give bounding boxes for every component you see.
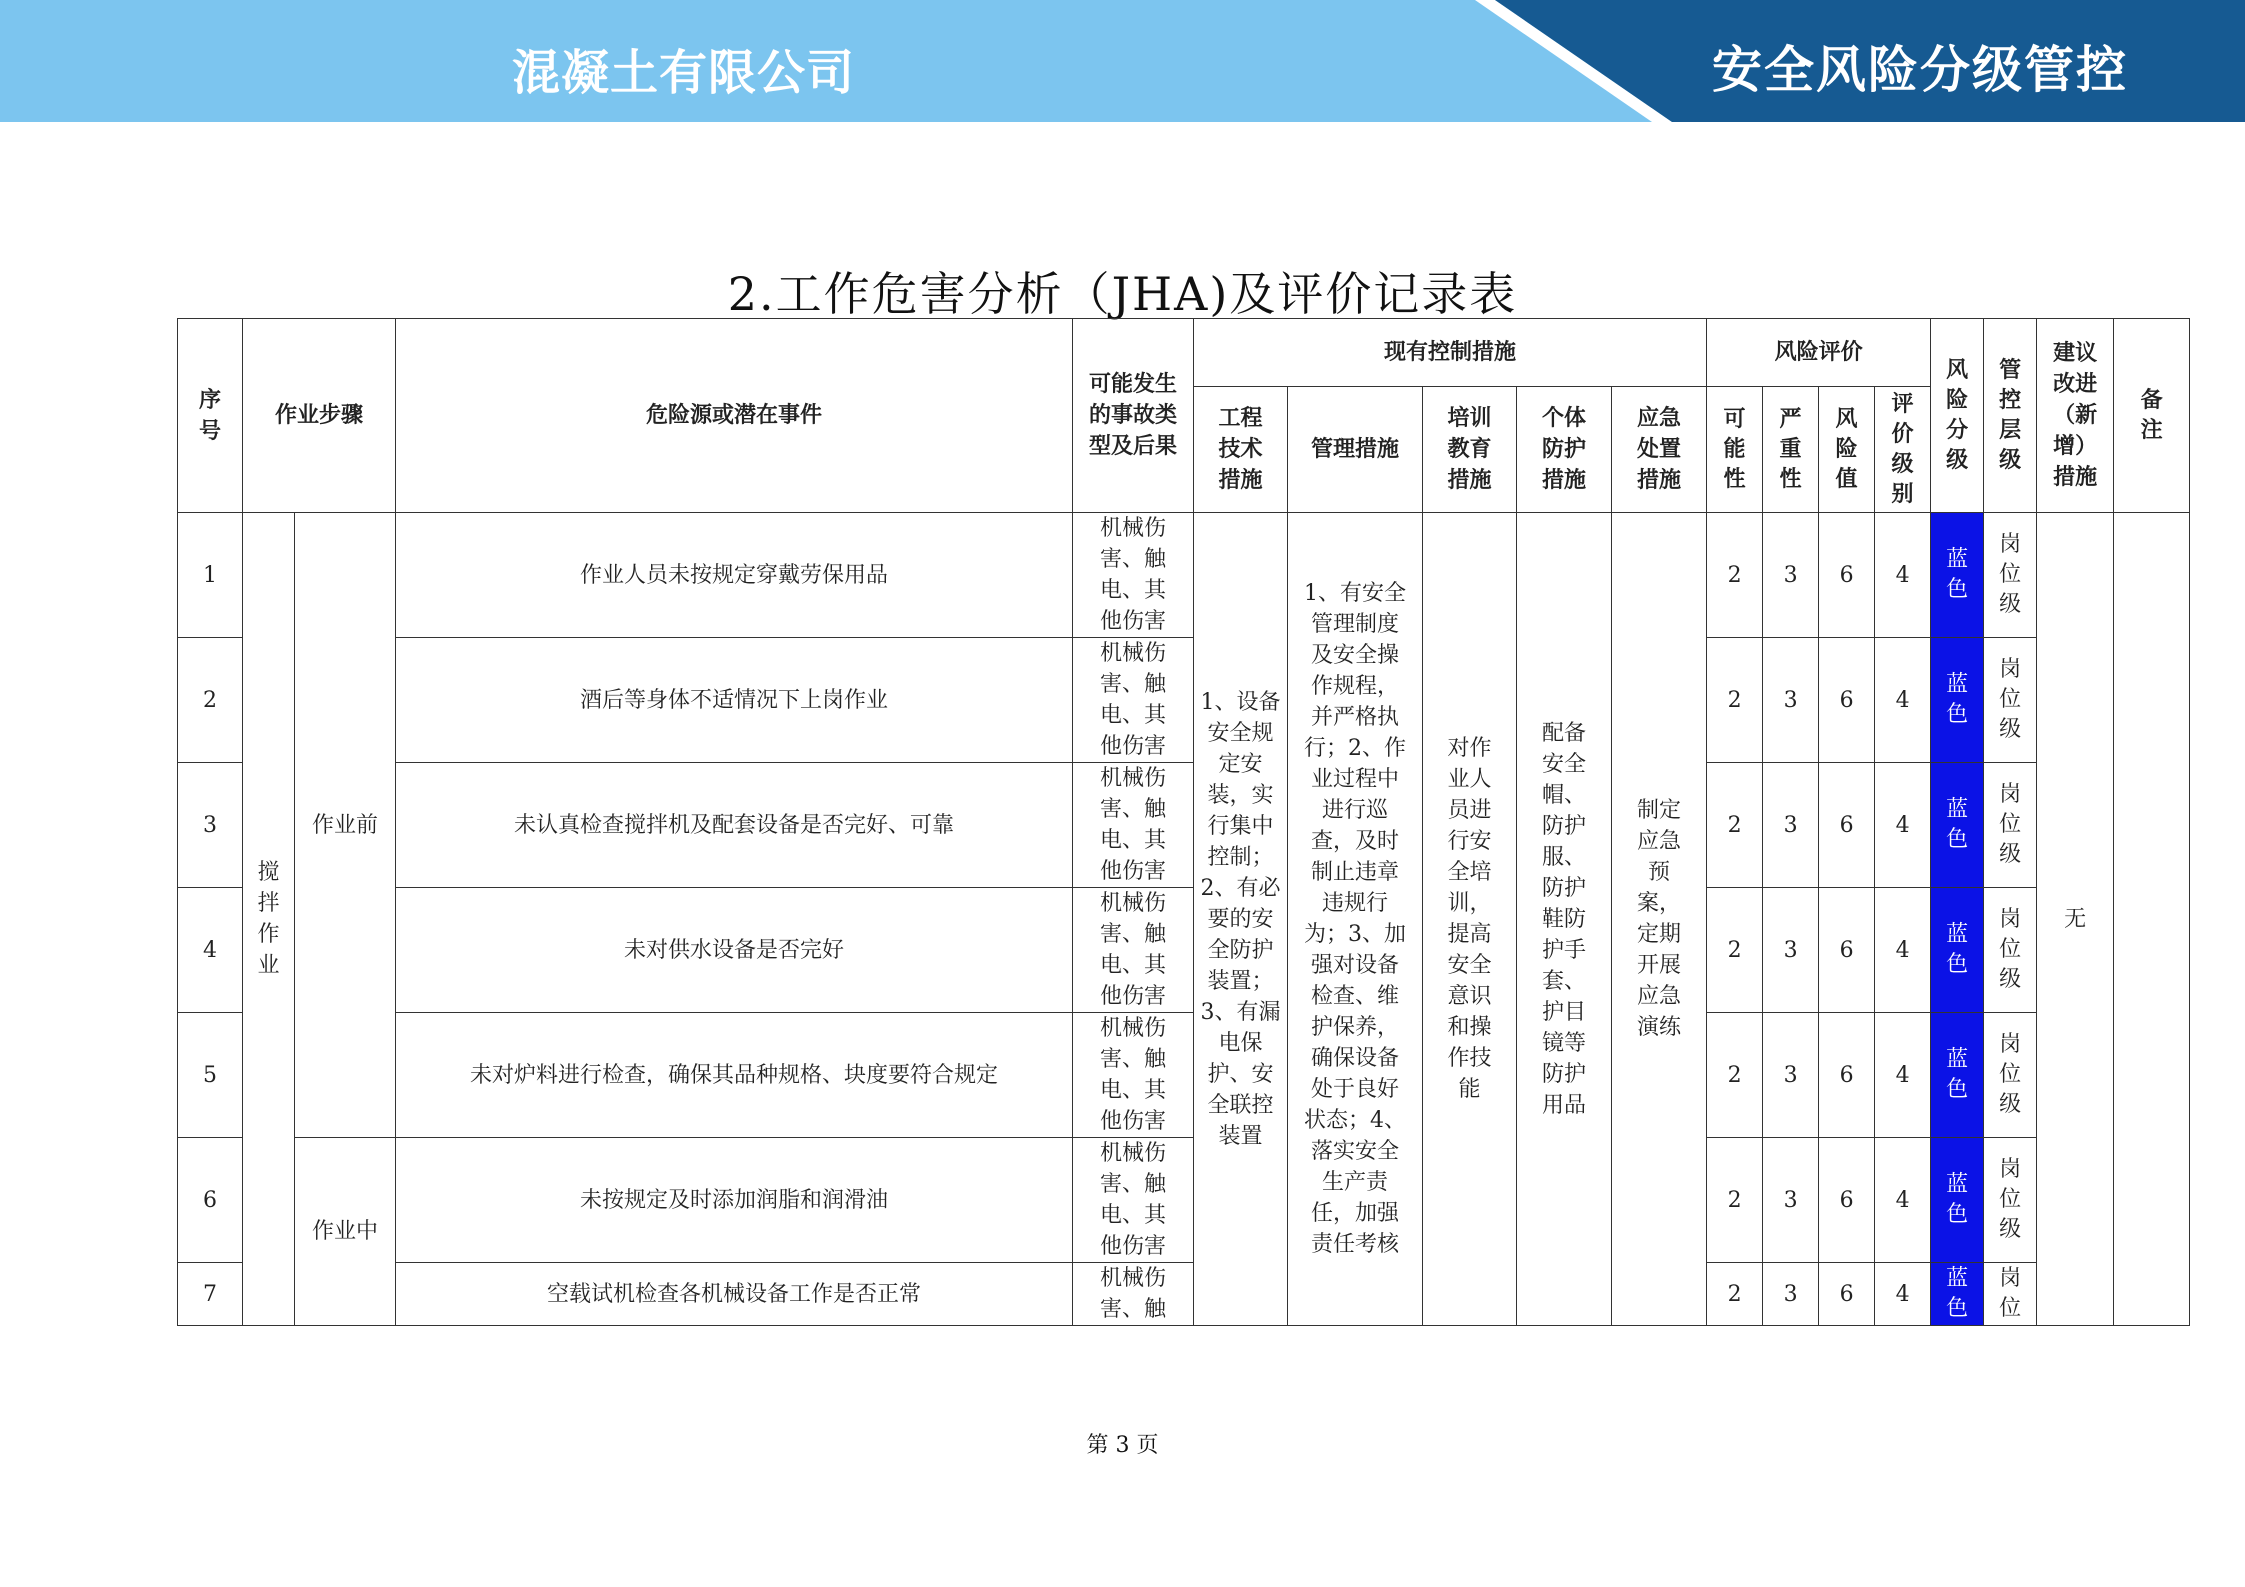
cell-remark [2114, 513, 2190, 1326]
col-consequence: 可能发生的事故类型及后果 [1073, 319, 1194, 513]
cell-consequence: 机械伤害、触电、其他伤害 [1073, 1138, 1194, 1263]
col-control-level: 管控层级 [1984, 319, 2037, 513]
cell-control-level: 岗位级 [1984, 638, 2037, 763]
cell-hazard: 酒后等身体不适情况下上岗作业 [396, 638, 1073, 763]
col-emergency: 应急处置措施 [1612, 387, 1707, 513]
cell-eval-level: 4 [1875, 1138, 1931, 1263]
cell-severity: 3 [1763, 888, 1819, 1013]
col-controls: 现有控制措施 [1194, 319, 1707, 387]
cell-risk-value: 6 [1819, 513, 1875, 638]
col-step: 作业步骤 [243, 319, 396, 513]
col-hazard: 危险源或潜在事件 [396, 319, 1073, 513]
cell-risk-grade: 蓝色 [1931, 763, 1984, 888]
cell-consequence: 机械伤害、触电、其他伤害 [1073, 1013, 1194, 1138]
col-training: 培训教育措施 [1423, 387, 1517, 513]
cell-seq: 1 [178, 513, 243, 638]
table-row [178, 513, 2190, 638]
cell-severity: 3 [1763, 763, 1819, 888]
cell-likelihood: 2 [1707, 1013, 1763, 1138]
cell-risk-value: 6 [1819, 1013, 1875, 1138]
cell-engineering: 1、设备安全规定安装，实行集中控制；2、有必要的安全防护装置；3、有漏电保护、安全联控装置 [1194, 513, 1288, 1326]
col-seq: 序号 [178, 319, 243, 513]
cell-seq: 3 [178, 763, 243, 888]
cell-seq: 4 [178, 888, 243, 1013]
cell-ppe: 配备安全帽、防护服、防护鞋防护手套、护目镜等防护用品 [1517, 513, 1612, 1326]
cell-severity: 3 [1763, 1138, 1819, 1263]
cell-likelihood: 2 [1707, 763, 1763, 888]
col-severity: 严重性 [1763, 387, 1819, 513]
cell-risk-grade: 蓝色 [1931, 638, 1984, 763]
cell-risk-value: 6 [1819, 638, 1875, 763]
header-slogan: 安全风险分级管控 [1712, 41, 2128, 99]
cell-eval-level: 4 [1875, 1013, 1931, 1138]
cell-hazard: 空载试机检查各机械设备工作是否正常 [396, 1263, 1073, 1326]
cell-seq: 6 [178, 1138, 243, 1263]
cell-seq: 7 [178, 1263, 243, 1326]
cell-likelihood: 2 [1707, 888, 1763, 1013]
cell-risk-value: 6 [1819, 888, 1875, 1013]
header-banner [0, 0, 2245, 122]
cell-likelihood: 2 [1707, 638, 1763, 763]
table-row [178, 1013, 2190, 1138]
col-evaluation: 风险评价 [1707, 319, 1931, 387]
jha-table [177, 318, 2190, 1326]
cell-risk-grade: 蓝色 [1931, 1263, 1984, 1326]
cell-control-level: 岗位级 [1984, 1138, 2037, 1263]
cell-risk-grade: 蓝色 [1931, 513, 1984, 638]
cell-risk-grade: 蓝色 [1931, 1013, 1984, 1138]
cell-hazard: 作业人员未按规定穿戴劳保用品 [396, 513, 1073, 638]
cell-seq: 2 [178, 638, 243, 763]
cell-likelihood: 2 [1707, 1138, 1763, 1263]
cell-hazard: 未认真检查搅拌机及配套设备是否完好、可靠 [396, 763, 1073, 888]
cell-control-level: 岗位级 [1984, 1013, 2037, 1138]
cell-eval-level: 4 [1875, 513, 1931, 638]
cell-severity: 3 [1763, 513, 1819, 638]
company-name: 混凝土有限公司 [512, 45, 856, 101]
cell-activity: 搅拌作业 [243, 513, 295, 1326]
col-ppe: 个体防护措施 [1517, 387, 1612, 513]
cell-eval-level: 4 [1875, 888, 1931, 1013]
cell-likelihood: 2 [1707, 1263, 1763, 1326]
cell-emergency: 制定应急预案，定期开展应急演练 [1612, 513, 1707, 1326]
cell-stage-during: 作业中 [295, 1138, 396, 1326]
cell-consequence: 机械伤害、触电、其他伤害 [1073, 638, 1194, 763]
col-suggestion: 建议改进（新增）措施 [2037, 319, 2114, 513]
cell-severity: 3 [1763, 1263, 1819, 1326]
cell-eval-level: 4 [1875, 1263, 1931, 1326]
cell-suggestion: 无 [2037, 513, 2114, 1326]
cell-management: 1、有安全管理制度及安全操作规程，并严格执行；2、作业过程中进行巡查，及时制止违章违规行为；3、加强对设备检查、维护保养，确保设备处于良好状态；4、落实安全生产责任，加强责任考核 [1288, 513, 1423, 1326]
cell-severity: 3 [1763, 638, 1819, 763]
cell-consequence: 机械伤害、触 [1073, 1263, 1194, 1326]
table-header-row [178, 319, 2190, 387]
cell-consequence: 机械伤害、触电、其他伤害 [1073, 513, 1194, 638]
cell-severity: 3 [1763, 1013, 1819, 1138]
cell-risk-value: 6 [1819, 763, 1875, 888]
col-remark: 备注 [2114, 319, 2190, 513]
cell-consequence: 机械伤害、触电、其他伤害 [1073, 763, 1194, 888]
cell-risk-grade: 蓝色 [1931, 888, 1984, 1013]
page-number: 第 3 页 [1086, 1433, 1159, 1458]
cell-risk-grade: 蓝色 [1931, 1138, 1984, 1263]
cell-stage-before: 作业前 [295, 513, 396, 1138]
cell-risk-value: 6 [1819, 1138, 1875, 1263]
cell-consequence: 机械伤害、触电、其他伤害 [1073, 888, 1194, 1013]
table-row [178, 638, 2190, 763]
document-title: 2.工作危害分析（JHA)及评价记录表 [727, 267, 1518, 321]
cell-control-level: 岗位 [1984, 1263, 2037, 1326]
col-likelihood: 可能性 [1707, 387, 1763, 513]
cell-control-level: 岗位级 [1984, 763, 2037, 888]
cell-hazard: 未对炉料进行检查，确保其品种规格、块度要符合规定 [396, 1013, 1073, 1138]
cell-likelihood: 2 [1707, 513, 1763, 638]
table-row [178, 763, 2190, 888]
col-risk-grade: 风险分级 [1931, 319, 1984, 513]
cell-training: 对作业人员进行安全培训，提高安全意识和操作技能 [1423, 513, 1517, 1326]
cell-eval-level: 4 [1875, 763, 1931, 888]
table-row [178, 1138, 2190, 1263]
cell-hazard: 未按规定及时添加润脂和润滑油 [396, 1138, 1073, 1263]
cell-eval-level: 4 [1875, 638, 1931, 763]
table-row [178, 1263, 2190, 1326]
cell-seq: 5 [178, 1013, 243, 1138]
cell-control-level: 岗位级 [1984, 888, 2037, 1013]
col-risk-value: 风险值 [1819, 387, 1875, 513]
col-engineering: 工程技术措施 [1194, 387, 1288, 513]
cell-hazard: 未对供水设备是否完好 [396, 888, 1073, 1013]
cell-control-level: 岗位级 [1984, 513, 2037, 638]
table-row [178, 888, 2190, 1013]
cell-risk-value: 6 [1819, 1263, 1875, 1326]
col-management: 管理措施 [1288, 387, 1423, 513]
col-eval-level: 评价级别 [1875, 387, 1931, 513]
